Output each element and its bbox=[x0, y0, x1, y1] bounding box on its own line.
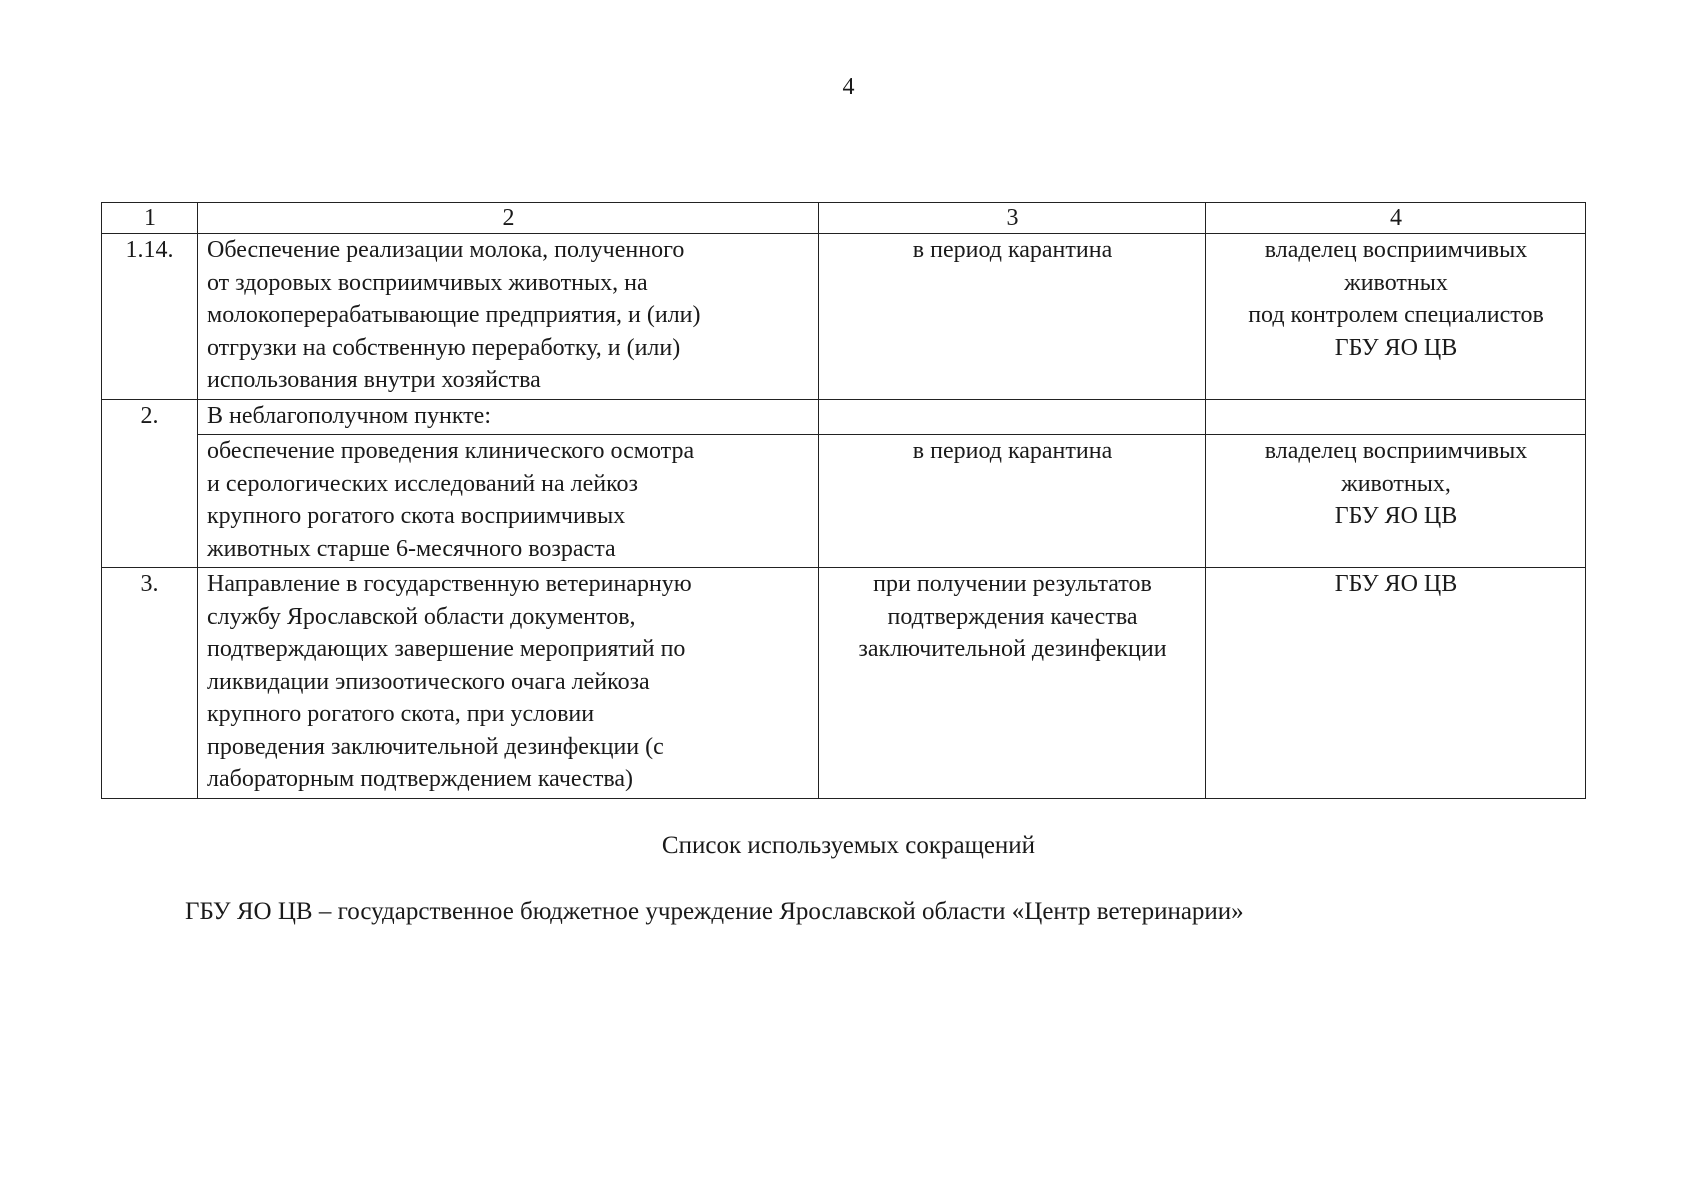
action-line: ликвидации эпизоотического очага лейкоза bbox=[207, 668, 650, 695]
action-line: использования внутри хозяйства bbox=[207, 367, 541, 393]
responsible-line: животных bbox=[1344, 269, 1448, 296]
action-cell bbox=[198, 435, 819, 568]
action-line: от здоровых восприимчивых животных, на bbox=[207, 269, 648, 296]
action-line: и серологических исследований на лейкоз bbox=[207, 470, 639, 497]
column-header-4: 4 bbox=[1206, 203, 1586, 234]
column-header-1: 1 bbox=[102, 203, 198, 234]
responsible-line: ГБУ ЯО ЦВ bbox=[1334, 571, 1458, 597]
action-line: лабораторным подтверждением качества) bbox=[207, 766, 633, 792]
column-header-2: 2 bbox=[198, 203, 819, 234]
table-row bbox=[102, 568, 1586, 799]
action-line: службу Ярославской области документов, bbox=[207, 603, 636, 630]
responsible-line: владелец восприимчивых bbox=[1264, 237, 1528, 263]
responsible-cell bbox=[1206, 435, 1586, 568]
period-line: заключительной дезинфекции bbox=[858, 636, 1167, 662]
period-line: подтверждения качества bbox=[887, 603, 1138, 630]
responsible-line: животных, bbox=[1341, 470, 1451, 497]
measures-table bbox=[101, 202, 1586, 799]
row-number: 3. bbox=[102, 568, 198, 799]
table-row bbox=[102, 435, 1586, 568]
empty-cell bbox=[1206, 399, 1586, 435]
period-line: в период карантина bbox=[912, 438, 1113, 464]
empty-cell bbox=[819, 399, 1206, 435]
action-line: Направление в государственную ветеринарную bbox=[207, 571, 692, 597]
table-row bbox=[102, 234, 1586, 400]
action-cell bbox=[198, 568, 819, 799]
period-line: при получении результатов bbox=[873, 571, 1152, 597]
row-number: 1.14. bbox=[102, 234, 198, 400]
row-number: 2. bbox=[102, 399, 198, 568]
action-line: подтверждающих завершение мероприятий по bbox=[207, 636, 686, 662]
period-cell bbox=[819, 568, 1206, 799]
action-line: крупного рогатого скота, при условии bbox=[207, 701, 595, 727]
page-number: 4 bbox=[842, 74, 855, 100]
responsible-line: владелец восприимчивых bbox=[1264, 438, 1528, 464]
responsible-line: ГБУ ЯО ЦВ bbox=[1334, 334, 1458, 361]
abbreviation-entry: ГБУ ЯО ЦВ – государственное бюджетное учреждение Ярославской области «Центр ветеринарии» bbox=[185, 898, 1244, 925]
period-cell bbox=[819, 435, 1206, 568]
table-row bbox=[102, 399, 1586, 435]
action-line: животных старше 6-месячного возраста bbox=[207, 535, 616, 562]
action-line: отгрузки на собственную переработку, и (или) bbox=[207, 334, 681, 361]
column-header-3: 3 bbox=[819, 203, 1206, 234]
table-header-row bbox=[102, 203, 1586, 234]
responsible-line: ГБУ ЯО ЦВ bbox=[1334, 503, 1458, 529]
responsible-line: под контролем специалистов bbox=[1248, 302, 1544, 328]
action-line: проведения заключительной дезинфекции (с bbox=[207, 733, 664, 760]
period-cell bbox=[819, 234, 1206, 400]
responsible-cell bbox=[1206, 568, 1586, 799]
period-line: в период карантина bbox=[912, 237, 1113, 263]
action-line: обеспечение проведения клинического осмотра bbox=[207, 438, 695, 464]
abbreviations-title: Список используемых сокращений bbox=[661, 832, 1036, 859]
action-line: молокоперерабатывающие предприятия, и (или) bbox=[207, 302, 701, 328]
action-line: крупного рогатого скота восприимчивых bbox=[207, 503, 626, 529]
responsible-cell bbox=[1206, 234, 1586, 400]
action-line: Обеспечение реализации молока, полученного bbox=[207, 237, 685, 263]
section-heading-cell: В неблагополучном пункте: bbox=[198, 399, 819, 435]
action-cell bbox=[198, 234, 819, 400]
